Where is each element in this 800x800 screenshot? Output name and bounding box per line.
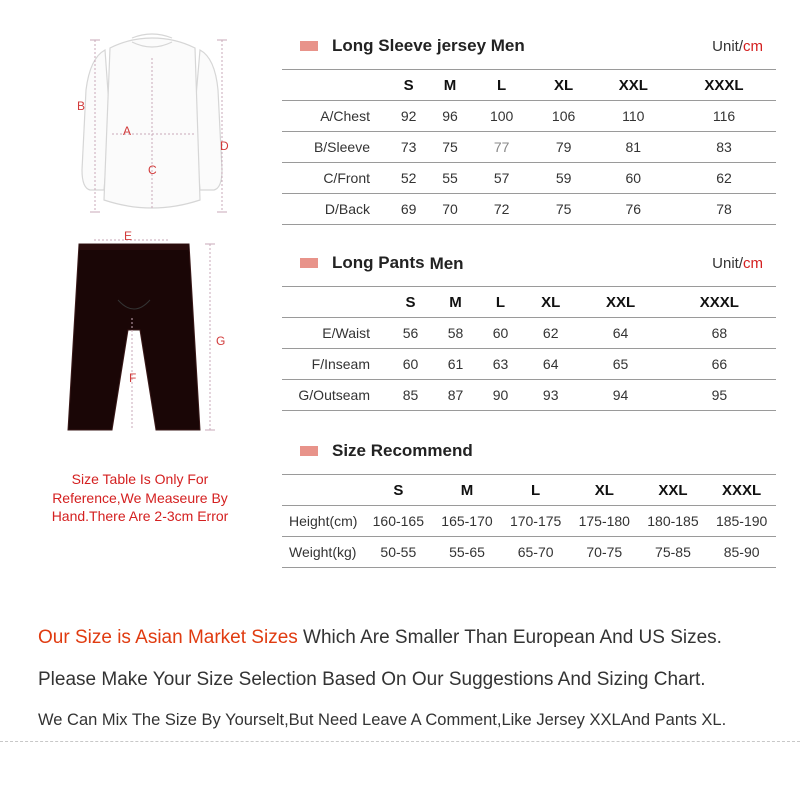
table-cell: 92 [388, 101, 429, 132]
table-cell: 64 [523, 349, 578, 380]
dim-letter-g: G [216, 334, 226, 348]
section-marker [300, 41, 318, 51]
table-cell: 56 [388, 318, 433, 349]
table-cell: 165-170 [433, 506, 502, 537]
table-cell: 63 [478, 349, 523, 380]
section-marker [300, 258, 318, 268]
table-cell: 55-65 [433, 537, 502, 568]
measurement-note: Size Table Is Only For Reference,We Measeure By Hand.There Are 2-3cm Error [51, 471, 229, 524]
table-cell: 116 [672, 101, 776, 132]
size-header: XXXL [707, 475, 776, 506]
table-cell: 90 [478, 380, 523, 411]
row-label: Height(cm) [282, 506, 364, 537]
size-header: M [429, 70, 470, 101]
row-label: E/Waist [282, 318, 388, 349]
table-cell: 60 [388, 349, 433, 380]
table-cell: 76 [595, 194, 672, 225]
table-cell: 69 [388, 194, 429, 225]
jersey-title-text: Long Sleeve jersey Men [332, 36, 525, 55]
size-header: XXL [578, 287, 662, 318]
table-cell: 75 [533, 194, 595, 225]
jersey-section-title [300, 35, 525, 57]
table-cell: 78 [672, 194, 776, 225]
divider [0, 741, 800, 742]
table-row [282, 506, 776, 537]
selection-note: Please Make Your Size Selection Based On Our Suggestions And Sizing Chart. [38, 669, 706, 690]
table-cell: 94 [578, 380, 662, 411]
table-cell: 170-175 [501, 506, 570, 537]
pants-illustration [68, 244, 200, 430]
row-label: Weight(kg) [282, 537, 364, 568]
row-label: F/Inseam [282, 349, 388, 380]
size-header: XXL [639, 475, 708, 506]
size-header: M [433, 475, 502, 506]
table-cell: 58 [433, 318, 478, 349]
size-header: S [364, 475, 433, 506]
table-cell: 64 [578, 318, 662, 349]
table-row [282, 349, 776, 380]
table-cell: 65 [578, 349, 662, 380]
size-header: XXXL [672, 70, 776, 101]
table-cell: 77 [471, 132, 533, 163]
unit-cm: cm [743, 255, 763, 272]
garment-illustration [0, 0, 280, 440]
size-header: L [471, 70, 533, 101]
table-corner [282, 475, 364, 506]
table-row [282, 318, 776, 349]
table-header-row [282, 287, 776, 318]
table-cell: 185-190 [707, 506, 776, 537]
table-row [282, 132, 776, 163]
table-corner [282, 70, 388, 101]
table-cell: 62 [672, 163, 776, 194]
table-cell: 100 [471, 101, 533, 132]
jersey-size-table [282, 69, 776, 225]
size-header: L [478, 287, 523, 318]
asian-size-note [38, 627, 722, 649]
recommend-size-table [282, 474, 776, 568]
table-row [282, 380, 776, 411]
table-cell: 62 [523, 318, 578, 349]
size-header: S [388, 70, 429, 101]
table-cell: 66 [663, 349, 776, 380]
table-cell: 75-85 [639, 537, 708, 568]
row-label: D/Back [282, 194, 388, 225]
recommend-section-title [300, 440, 473, 462]
table-cell: 60 [478, 318, 523, 349]
unit-label: Unit/ [712, 38, 743, 55]
table-cell: 85 [388, 380, 433, 411]
row-label: B/Sleeve [282, 132, 388, 163]
table-cell: 175-180 [570, 506, 639, 537]
row-label: C/Front [282, 163, 388, 194]
table-cell: 96 [429, 101, 470, 132]
table-cell: 57 [471, 163, 533, 194]
table-cell: 106 [533, 101, 595, 132]
unit-label: Unit/ [712, 255, 743, 272]
table-row [282, 163, 776, 194]
dim-letter-b: B [77, 99, 86, 113]
table-cell: 85-90 [707, 537, 776, 568]
unit-cm: cm [743, 38, 763, 55]
table-row [282, 194, 776, 225]
table-cell: 60 [595, 163, 672, 194]
size-header: XL [523, 287, 578, 318]
recommend-title-text: Size Recommend [332, 441, 473, 460]
size-header: XL [570, 475, 639, 506]
table-corner [282, 287, 388, 318]
row-label: A/Chest [282, 101, 388, 132]
dim-letter-d: D [220, 139, 229, 153]
section-marker [300, 446, 318, 456]
size-header: S [388, 287, 433, 318]
table-cell: 55 [429, 163, 470, 194]
pants-section-title [300, 252, 464, 274]
table-cell: 61 [433, 349, 478, 380]
size-header: XL [533, 70, 595, 101]
size-diagram [0, 0, 280, 440]
dim-letter-a: A [123, 124, 132, 138]
table-row [282, 101, 776, 132]
table-cell: 83 [672, 132, 776, 163]
jersey-unit [712, 38, 763, 55]
table-cell: 160-165 [364, 506, 433, 537]
dim-letter-e: E [124, 229, 133, 243]
table-header-row [282, 475, 776, 506]
jersey-illustration [82, 34, 222, 208]
table-row [282, 537, 776, 568]
table-cell: 50-55 [364, 537, 433, 568]
table-cell: 59 [533, 163, 595, 194]
table-cell: 70 [429, 194, 470, 225]
table-cell: 65-70 [501, 537, 570, 568]
pants-title-text: Long Pants [332, 253, 425, 272]
table-cell: 73 [388, 132, 429, 163]
size-header: XXL [595, 70, 672, 101]
table-cell: 95 [663, 380, 776, 411]
size-header: XXXL [663, 287, 776, 318]
table-cell: 75 [429, 132, 470, 163]
dim-letter-f: F [129, 371, 137, 385]
table-cell: 81 [595, 132, 672, 163]
table-cell: 52 [388, 163, 429, 194]
row-label: G/Outseam [282, 380, 388, 411]
pants-unit [712, 255, 763, 272]
table-cell: 180-185 [639, 506, 708, 537]
table-cell: 72 [471, 194, 533, 225]
size-header: L [501, 475, 570, 506]
table-cell: 93 [523, 380, 578, 411]
asian-size-highlight: Our Size is Asian Market Sizes [38, 627, 298, 648]
pants-title-suffix: Men [429, 254, 464, 273]
table-cell: 70-75 [570, 537, 639, 568]
size-header: M [433, 287, 478, 318]
table-cell: 79 [533, 132, 595, 163]
table-cell: 87 [433, 380, 478, 411]
table-cell: 68 [663, 318, 776, 349]
mix-size-note: We Can Mix The Size By Yourselt,But Need Leave A Comment,Like Jersey XXLAnd Pants XL. [38, 711, 727, 729]
table-header-row [282, 70, 776, 101]
table-cell: 110 [595, 101, 672, 132]
dim-letter-c: C [148, 163, 157, 177]
pants-size-table [282, 286, 776, 411]
asian-size-rest: Which Are Smaller Than European And US Sizes. [297, 627, 722, 648]
